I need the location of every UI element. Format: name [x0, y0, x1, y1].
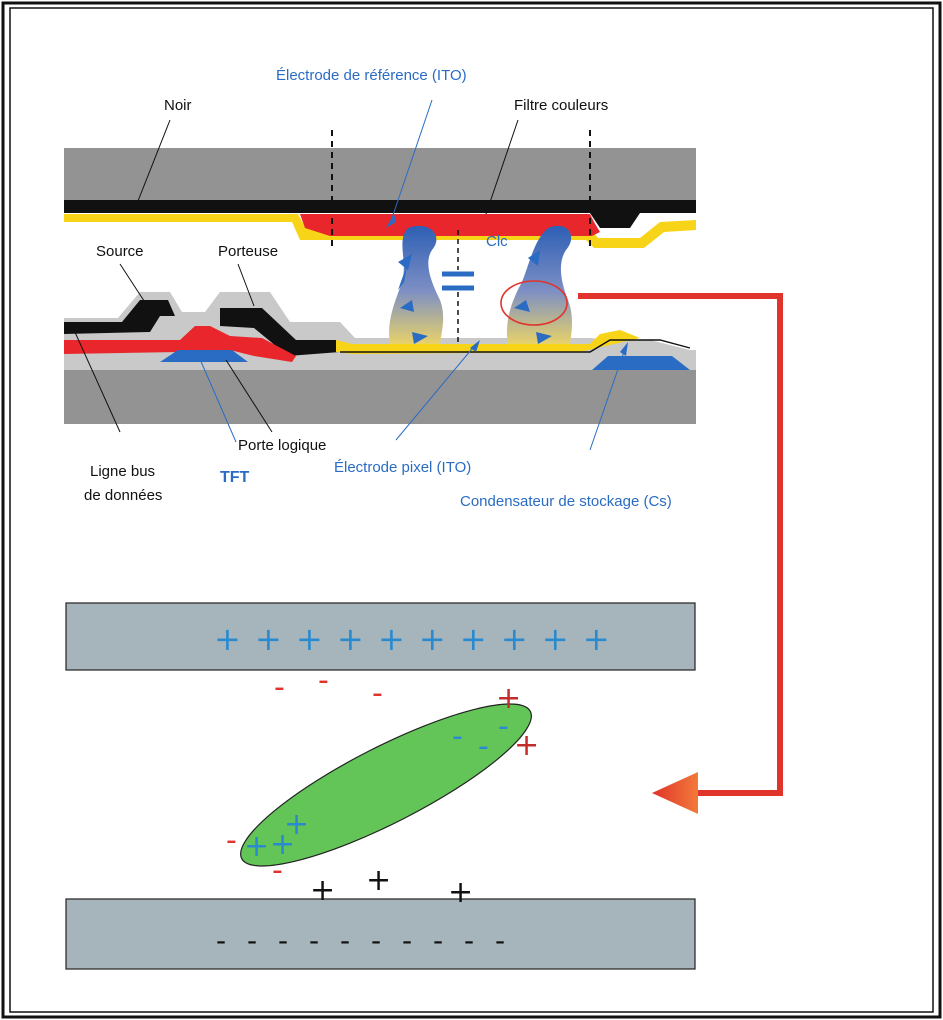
label-condensateur: Condensateur de stockage (Cs) [460, 493, 672, 510]
upper-glass [64, 148, 696, 200]
charge-minus: - [372, 676, 383, 711]
charge-plus: + [244, 829, 270, 864]
charge-minus: - [318, 663, 329, 698]
charge-minus: - [226, 823, 237, 858]
liquid-crystal-left [389, 226, 443, 344]
label-ref-electrode: Électrode de référence (ITO) [276, 67, 467, 84]
label-ligne-bus-1: Ligne bus [90, 463, 156, 480]
charge-minus: - [498, 709, 509, 744]
label-clc: Clc [486, 233, 508, 250]
label-noir: Noir [164, 97, 192, 114]
clc-capacitor-symbol [442, 230, 474, 344]
label-porteuse: Porteuse [218, 243, 279, 260]
charge-minus: - [478, 729, 489, 764]
charge-plus: + [366, 863, 392, 898]
label-porte-logique: Porte logique [238, 437, 327, 454]
charge-plus: + [496, 681, 522, 716]
charge-plus: + [270, 827, 296, 862]
top-plate-charges: + + + + + + + + + + [214, 620, 612, 658]
charge-plus: + [514, 728, 540, 763]
bottom-plate-charges: - - - - - - - - - - [216, 924, 512, 957]
label-tft: TFT [220, 469, 250, 486]
label-pixel-electrode: Électrode pixel (ITO) [334, 459, 472, 476]
lower-glass [64, 370, 696, 424]
charge-minus: - [274, 670, 285, 705]
charge-plus: + [310, 873, 336, 908]
label-source: Source [96, 243, 144, 260]
charge-minus: - [272, 853, 283, 888]
charge-plus: + [284, 807, 310, 842]
charge-minus: - [452, 719, 463, 754]
label-filtre: Filtre couleurs [514, 97, 609, 114]
connector-arrow-head [652, 772, 698, 814]
charge-plus: + [448, 875, 474, 910]
label-ligne-bus-2: de données [84, 487, 163, 504]
